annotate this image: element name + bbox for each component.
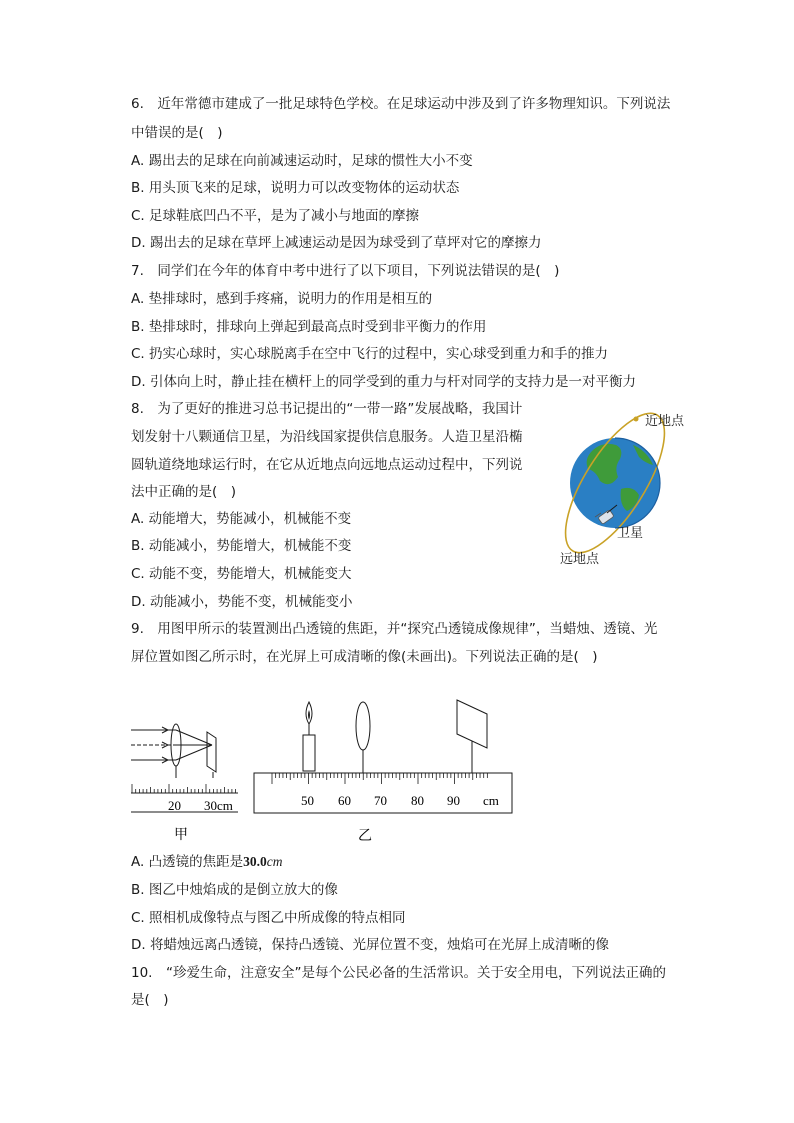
q8-stem-line1: 8. 为了更好的推进习总书记提出的“一带一路”发展战略，我国计 (131, 401, 523, 417)
q9-option-b: B. 图乙中烛焰成的是倒立放大的像 (131, 882, 338, 898)
ruler-yi-tick-50: 50 (301, 793, 314, 808)
q9-option-a-value: 30.0 (243, 854, 267, 869)
q6-stem-line1: 6. 近年常德市建成了一批足球特色学校。在足球运动中涉及到了许多物理知识。下列说法 (131, 96, 671, 112)
figure-jia-caption: 甲 (174, 828, 188, 843)
q8-option-b: B. 动能减小，势能增大，机械能不变 (131, 538, 352, 554)
q8-stem-line2: 划发射十八颗通信卫星，为沿线国家提供信息服务。人造卫星沿椭 (131, 429, 523, 445)
q10-stem-line1: 10. “珍爱生命，注意安全”是每个公民必备的生活常识。关于安全用电，下列说法正确的 (131, 965, 666, 981)
q8-stem-line4: 法中正确的是( ) (131, 484, 237, 500)
light-screen-yi (457, 700, 487, 773)
q7-stem-line1: 7. 同学们在今年的体育中考中进行了以下项目，下列说法错误的是( ) (131, 263, 560, 279)
perigee-point (634, 417, 639, 422)
q7-option-b: B. 垫排球时，排球向上弹起到最高点时受到非平衡力的作用 (131, 319, 487, 335)
figure-yi (250, 698, 515, 848)
q10-stem-line2: 是( ) (131, 992, 169, 1008)
apogee-label: 远地点 (560, 551, 600, 566)
q6-option-a: A. 踢出去的足球在向前减速运动时，足球的惯性大小不变 (131, 153, 473, 169)
ruler-jia-tick-30: 30cm (204, 798, 233, 813)
ruler-jia-tick-20: 20 (168, 798, 181, 813)
satellite-label: 卫星 (617, 525, 644, 540)
q8-option-d: D. 动能减小，势能不变，机械能变小 (131, 594, 353, 610)
perigee-label: 近地点 (645, 413, 685, 428)
ruler-yi-tick-90: 90 (447, 793, 460, 808)
q9-option-a-unit: cm (266, 854, 283, 869)
q6-option-d: D. 踢出去的足球在草坪上减速运动是因为球受到了草坪对它的摩擦力 (131, 235, 542, 251)
q9-option-a-text: A. 凸透镜的焦距是 (131, 854, 244, 870)
q6-option-c: C. 足球鞋底凹凸不平，是为了减小与地面的摩擦 (131, 208, 420, 224)
q7-option-a: A. 垫排球时，感到手疼痛，说明力的作用是相互的 (131, 291, 433, 307)
q7-option-d: D. 引体向上时，静止挂在横杆上的同学受到的重力与杆对同学的支持力是一对平衡力 (131, 374, 636, 390)
q8-option-a: A. 动能增大，势能减小，机械能不变 (131, 511, 352, 527)
ruler-yi-tick-80: 80 (411, 793, 424, 808)
q9-option-d: D. 将蜡烛远离凸透镜，保持凸透镜、光屏位置不变，烛焰可在光屏上成清晰的像 (131, 937, 609, 953)
candle (303, 702, 315, 771)
q9-option-c: C. 照相机成像特点与图乙中所成像的特点相同 (131, 910, 406, 926)
figure-jia (128, 718, 243, 848)
q9-stem-line1: 9. 用图甲所示的装置测出凸透镜的焦距，并“探究凸透镜成像规律”，当蜡烛、透镜、光 (131, 621, 658, 637)
q6-option-b: B. 用头顶飞来的足球，说明力可以改变物体的运动状态 (131, 180, 460, 196)
ruler-yi-tick-70: 70 (374, 793, 387, 808)
convex-lens-yi (356, 702, 370, 773)
screen-jia (207, 732, 216, 772)
ruler-yi-tick-60: 60 (338, 793, 351, 808)
q6-stem-line2: 中错误的是( ) (131, 125, 223, 141)
q8-stem-line3: 圆轨道绕地球运行时，在它从近地点向远地点运动过程中，下列说 (131, 457, 523, 473)
q8-option-c: C. 动能不变，势能增大，机械能变大 (131, 566, 352, 582)
q9-stem-line2: 屏位置如图乙所示时，在光屏上可成清晰的像(未画出)。下列说法正确的是( ) (131, 649, 598, 665)
satellite-orbit-figure (555, 405, 705, 575)
figure-yi-caption: 乙 (358, 829, 372, 844)
ruler-yi-unit: cm (483, 793, 499, 808)
q9-option-a (131, 853, 282, 871)
q7-option-c: C. 扔实心球时，实心球脱离手在空中飞行的过程中，实心球受到重力和手的推力 (131, 346, 609, 362)
